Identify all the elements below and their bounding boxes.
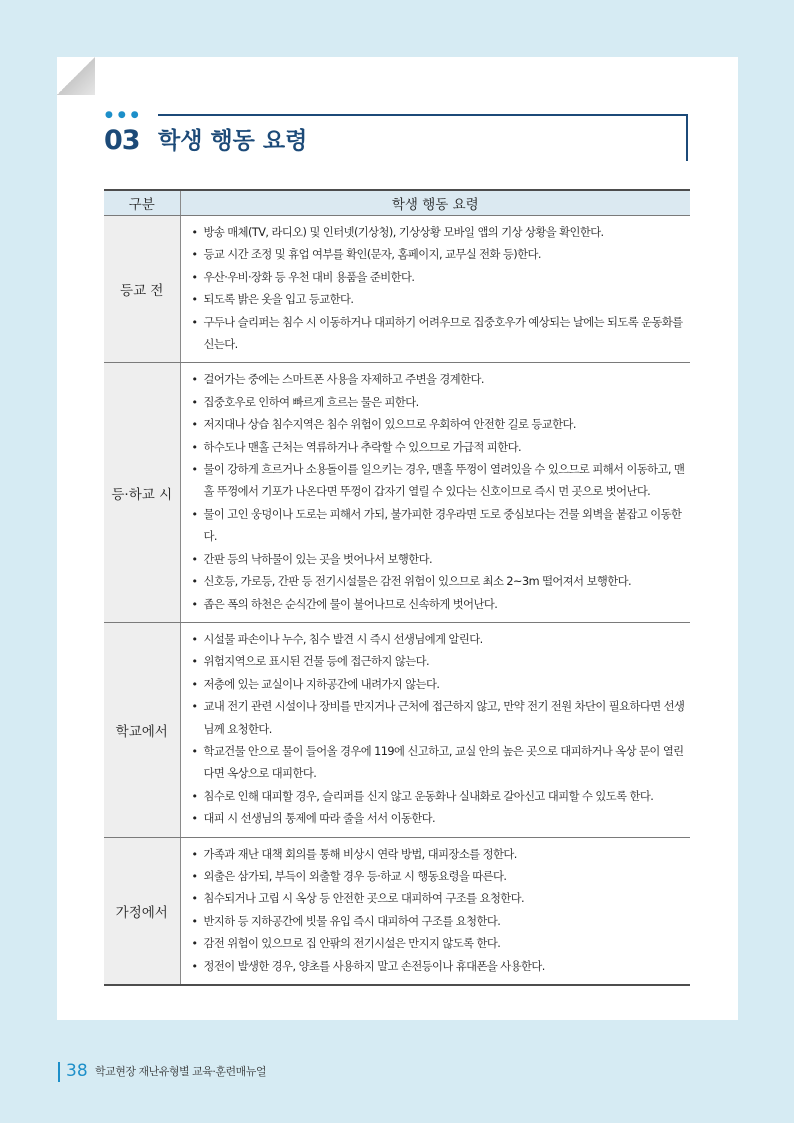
header-category: 구분 (104, 190, 180, 216)
guideline-item: • 물이 강하게 흐르거나 소용돌이를 일으키는 경우, 맨홀 뚜껑이 열려있을 수 있으므로 피해서 이동하고, 맨홀 뚜껑에서 기포가 나온다면 뚜껑이 갑자기 열릴 수 있다는 신호이므로 즉시 먼 곳으로 벗어난다. (191, 459, 687, 504)
guideline-item: • 구두나 슬리퍼는 침수 시 이동하거나 대피하기 어려우므로 집중호우가 예상되는 날에는 되도록 운동화를 신는다. (191, 312, 687, 357)
row-guidelines (180, 216, 690, 363)
guideline-item: • 침수되거나 고립 시 옥상 등 안전한 곳으로 대피하여 구조를 요청한다. (191, 888, 687, 910)
guideline-item: • 물이 고인 웅덩이나 도로는 피해서 가되, 불가피한 경우라면 도로 중심보다는 건물 외벽을 붙잡고 이동한다. (191, 504, 687, 549)
footer-bar (58, 1062, 60, 1082)
guideline-item: • 시설물 파손이나 누수, 침수 발견 시 즉시 선생님에게 알린다. (191, 629, 687, 651)
guideline-item: • 저지대나 상습 침수지역은 침수 위험이 있으므로 우회하여 안전한 길로 등교한다. (191, 414, 687, 436)
guideline-item: • 등교 시간 조정 및 휴업 여부를 확인(문자, 홈페이지, 교무실 전화 등)한다. (191, 244, 687, 266)
guideline-item: • 침수로 인해 대피할 경우, 슬리퍼를 신지 않고 운동화나 실내화로 갈아신고 대피할 수 있도록 한다. (191, 786, 687, 808)
guideline-item: • 외출은 삼가되, 부득이 외출할 경우 등·하교 시 행동요령을 따른다. (191, 866, 687, 888)
title-rule-end (686, 114, 688, 161)
guideline-item: • 대피 시 선생님의 통제에 따라 줄을 서서 이동한다. (191, 808, 687, 830)
section-title: 학생 행동 요령 (158, 128, 308, 154)
guideline-item: • 교내 전기 관련 시설이나 장비를 만지거나 근처에 접근하지 않고, 만약 전기 전원 차단이 필요하다면 선생님께 요청한다. (191, 696, 687, 741)
table-row (104, 837, 690, 985)
guideline-list (191, 844, 687, 978)
row-guidelines (180, 363, 690, 622)
guideline-item: • 간판 등의 낙하물이 있는 곳을 벗어나서 보행한다. (191, 549, 687, 571)
page-number: 38 (66, 1061, 88, 1081)
guideline-item: • 집중호우로 인하여 빠르게 흐르는 물은 피한다. (191, 392, 687, 414)
guideline-list (191, 369, 687, 615)
title-rule (158, 114, 688, 116)
guideline-item: • 우산·우비·장화 등 우천 대비 용품을 준비한다. (191, 267, 687, 289)
table-row (104, 363, 690, 622)
section-number: 03 (104, 125, 140, 156)
guideline-item: • 저층에 있는 교실이나 지하공간에 내려가지 않는다. (191, 674, 687, 696)
footer-title: 학교현장 재난유형별 교육·훈련매뉴얼 (95, 1065, 267, 1078)
guideline-list (191, 222, 687, 356)
guideline-item: • 하수도나 맨홀 근처는 역류하거나 추락할 수 있으므로 가급적 피한다. (191, 437, 687, 459)
guideline-item: • 되도록 밝은 옷을 입고 등교한다. (191, 289, 687, 311)
guideline-item: • 학교건물 안으로 물이 들어올 경우에 119에 신고하고, 교실 안의 높은 곳으로 대피하거나 옥상 문이 열린다면 옥상으로 대피한다. (191, 741, 687, 786)
row-guidelines (180, 622, 690, 837)
table-header-row (104, 190, 690, 216)
title-dots-decoration: ●●● (105, 110, 144, 120)
behavior-guidelines-table (104, 189, 690, 986)
guideline-item: • 정전이 발생한 경우, 양초를 사용하지 말고 손전등이나 휴대폰을 사용한다. (191, 956, 687, 978)
guideline-item: • 감전 위험이 있으므로 집 안팎의 전기시설은 만지지 않도록 한다. (191, 933, 687, 955)
guideline-item: • 가족과 재난 대책 회의를 통해 비상시 연락 방법, 대피장소를 정한다. (191, 844, 687, 866)
row-guidelines (180, 837, 690, 985)
guideline-item: • 반지하 등 지하공간에 빗물 유입 즉시 대피하여 구조를 요청한다. (191, 911, 687, 933)
guideline-list (191, 629, 687, 831)
guideline-item: • 좁은 폭의 하천은 순식간에 물이 불어나므로 신속하게 벗어난다. (191, 594, 687, 616)
row-category: 가정에서 (104, 837, 180, 985)
guideline-item: • 신호등, 가로등, 간판 등 전기시설물은 감전 위험이 있으므로 최소 2~3m 떨어져서 보행한다. (191, 571, 687, 593)
table-row (104, 216, 690, 363)
table-row (104, 622, 690, 837)
row-category: 등·하교 시 (104, 363, 180, 622)
header-guidelines: 학생 행동 요령 (180, 190, 690, 216)
guideline-item: • 걸어가는 중에는 스마트폰 사용을 자제하고 주변을 경계한다. (191, 369, 687, 391)
guideline-item: • 방송 매체(TV, 라디오) 및 인터넷(기상청), 기상상황 모바일 앱의 기상 상황을 확인한다. (191, 222, 687, 244)
row-category: 학교에서 (104, 622, 180, 837)
guideline-item: • 위험지역으로 표시된 건물 등에 접근하지 않는다. (191, 651, 687, 673)
page-fold-corner (57, 57, 95, 95)
row-category: 등교 전 (104, 216, 180, 363)
